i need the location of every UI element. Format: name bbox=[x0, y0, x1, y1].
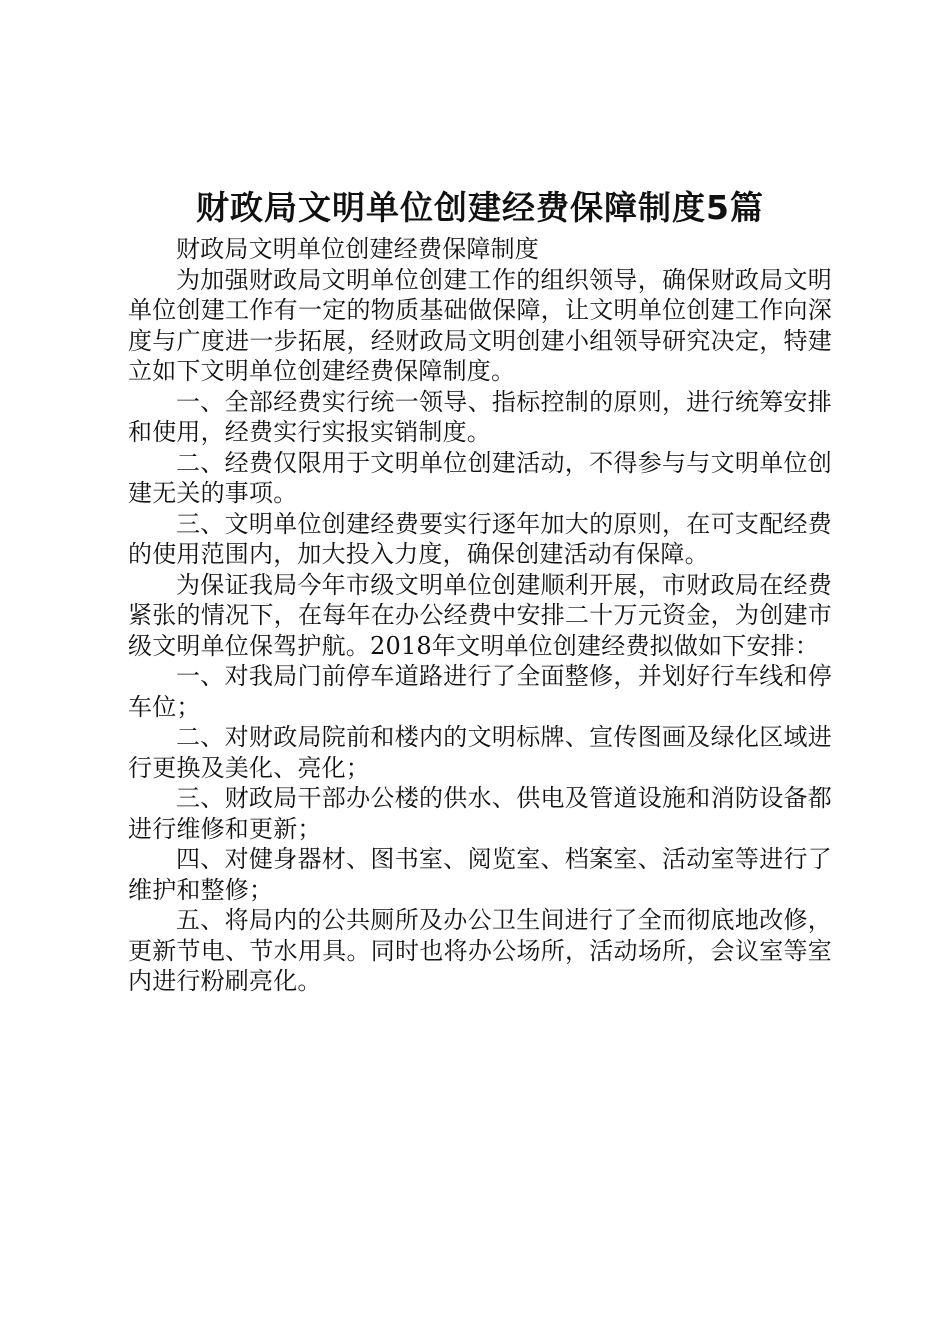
rule-paragraph-3: 三、文明单位创建经费要实行逐年加大的原则，在可支配经费的使用范围内，加大投入力度，确保创建活动有保障。 bbox=[128, 509, 832, 568]
plan-item-2: 二、对财政局院前和楼内的文明标牌、宣传图画及绿化区域进行更换及美化、亮化； bbox=[128, 723, 832, 782]
plan-item-3: 三、财政局干部办公楼的供水、供电及管道设施和消防设备都进行维修和更新； bbox=[128, 784, 832, 843]
plan-item-4: 四、对健身器材、图书室、阅览室、档案室、活动室等进行了维护和整修； bbox=[128, 845, 832, 904]
rule-paragraph-2: 二、经费仅限用于文明单位创建活动，不得参与与文明单位创建无关的事项。 bbox=[128, 448, 832, 507]
plan-item-5: 五、将局内的公共厕所及办公卫生间进行了全而彻底地改修，更新节电、节水用具。同时也将办公场所，活动场所，会议室等室内进行粉刷亮化。 bbox=[128, 906, 832, 995]
plan-intro-paragraph: 为保证我局今年市级文明单位创建顺利开展，市财政局在经费紧张的情况下，在每年在办公经费中安排二十万元资金，为创建市级文明单位保驾护航。2018年文明单位创建经费拟做如下安排： bbox=[128, 570, 832, 660]
intro-paragraph: 为加强财政局文明单位创建工作的组织领导，确保财政局文明单位创建工作有一定的物质基础做保障，让文明单位创建工作向深度与广度进一步拓展，经财政局文明创建小组领导研究决定，特建立如下文明单位创建经费保障制度。 bbox=[128, 265, 832, 385]
rule-paragraph-1: 一、全部经费实行统一领导、指标控制的原则，进行统筹安排和使用，经费实行实报实销制度。 bbox=[128, 387, 832, 446]
document-title: 财政局文明单位创建经费保障制度5篇 bbox=[196, 188, 764, 227]
subtitle-paragraph: 财政局文明单位创建经费保障制度 bbox=[176, 235, 539, 263]
document-page bbox=[128, 184, 832, 997]
plan-item-1: 一、对我局门前停车道路进行了全面整修，并划好行车线和停车位； bbox=[128, 662, 832, 721]
